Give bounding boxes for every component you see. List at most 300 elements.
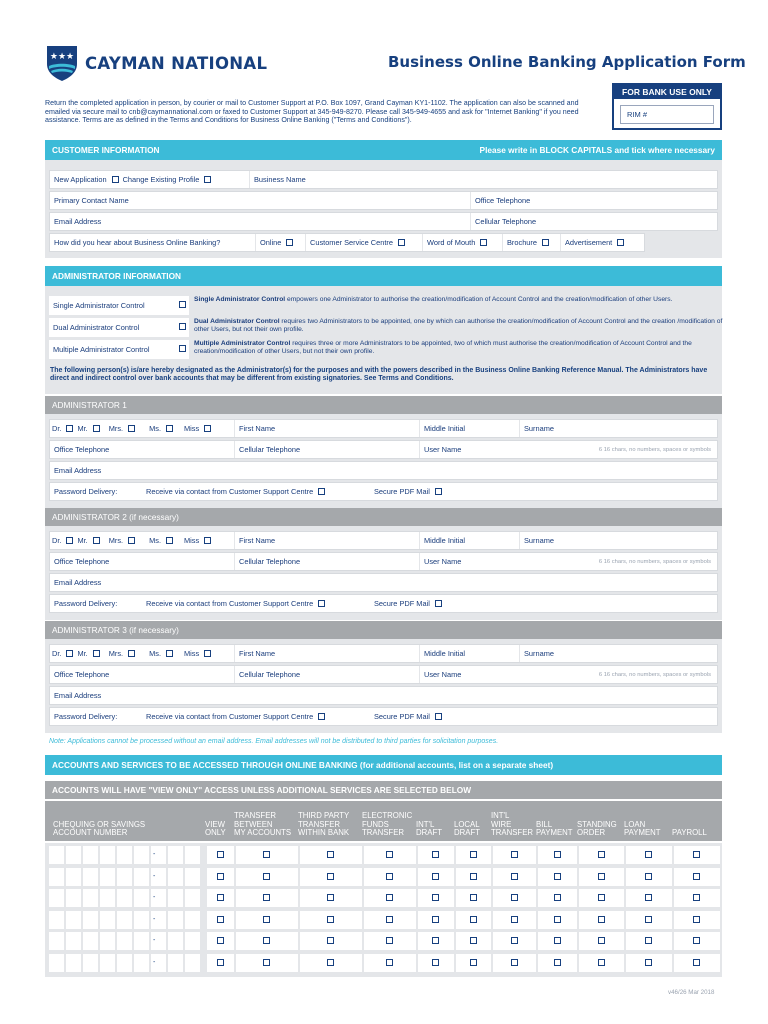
account-digit-box[interactable]: [83, 868, 99, 886]
account-digit-box[interactable]: [49, 954, 65, 972]
service-cell: [456, 889, 491, 907]
service-cell: [493, 889, 536, 907]
service-column: BILL PAYMENT: [536, 819, 573, 837]
title-checkbox[interactable]: [204, 537, 211, 544]
service-checkbox[interactable]: [470, 873, 477, 880]
title-checkbox[interactable]: [204, 425, 211, 432]
cellular-field[interactable]: [235, 553, 420, 570]
accounts-table-header: [45, 801, 722, 841]
receive-contact-checkbox[interactable]: [318, 488, 325, 495]
office-telephone-label: Office Telephone: [54, 557, 110, 566]
service-checkbox[interactable]: [327, 937, 334, 944]
account-digit-box[interactable]: [185, 889, 201, 907]
service-checkbox[interactable]: [554, 916, 561, 923]
surname-label: Surname: [524, 536, 554, 545]
title-4: Miss: [184, 536, 200, 545]
service-checkbox[interactable]: [598, 851, 605, 858]
title-3: Ms.: [149, 536, 161, 545]
surname-field[interactable]: [520, 645, 717, 662]
first-name-label: First Name: [239, 649, 276, 658]
account-dash: -: [153, 894, 156, 901]
service-checkbox[interactable]: [386, 916, 393, 923]
office-telephone-label: Office Telephone: [54, 670, 110, 679]
service-cell: [626, 932, 672, 950]
service-checkbox[interactable]: [386, 851, 393, 858]
service-checkbox[interactable]: [693, 894, 700, 901]
service-checkbox[interactable]: [693, 959, 700, 966]
account-digit-box[interactable]: [49, 889, 65, 907]
user-name-label: User Name: [424, 670, 462, 679]
email-field[interactable]: [50, 574, 717, 591]
account-digit-box[interactable]: [66, 889, 82, 907]
title-checkbox[interactable]: [128, 650, 135, 657]
account-digit-box[interactable]: [66, 932, 82, 950]
account-digit-box[interactable]: [100, 889, 116, 907]
secure-pdf-label: Secure PDF Mail: [374, 487, 430, 496]
service-checkbox[interactable]: [470, 894, 477, 901]
service-checkbox[interactable]: [554, 959, 561, 966]
service-checkbox[interactable]: [598, 894, 605, 901]
service-cell: [493, 846, 536, 864]
surname-field[interactable]: [520, 420, 717, 437]
office-telephone-field[interactable]: [50, 441, 235, 458]
service-cell: [418, 954, 454, 972]
service-cell: [236, 954, 298, 972]
admin-phone-row: [49, 552, 718, 571]
first-name-field[interactable]: [235, 645, 420, 662]
account-digit-box[interactable]: [134, 911, 150, 929]
source-label: Online: [260, 238, 282, 247]
office-telephone-field[interactable]: [50, 553, 235, 570]
account-digit-box[interactable]: [100, 846, 116, 864]
source-customer-service[interactable]: [306, 234, 423, 251]
service-checkbox[interactable]: [511, 959, 518, 966]
cayman-national-logo: [45, 44, 267, 82]
block-capitals-instruction: Please write in BLOCK CAPITALS and tick where necessary: [479, 145, 715, 155]
bank-use-only-box: [612, 83, 722, 130]
cellular-field[interactable]: [235, 666, 420, 683]
service-checkbox[interactable]: [263, 873, 270, 880]
title-0: Dr.: [52, 424, 62, 433]
service-checkbox[interactable]: [263, 916, 270, 923]
service-cell: [579, 846, 624, 864]
service-checkbox[interactable]: [432, 937, 439, 944]
email-label: Email Address: [54, 217, 102, 226]
service-checkbox[interactable]: [386, 937, 393, 944]
service-checkbox[interactable]: [327, 873, 334, 880]
business-name-label: Business Name: [254, 175, 306, 184]
service-column: LOAN PAYMENT: [624, 819, 661, 837]
source-checkbox[interactable]: [480, 239, 487, 246]
secure-pdf-label: Secure PDF Mail: [374, 712, 430, 721]
service-checkbox[interactable]: [511, 851, 518, 858]
service-checkbox[interactable]: [217, 916, 224, 923]
source-brochure[interactable]: [503, 234, 561, 251]
account-digit-box[interactable]: [185, 954, 201, 972]
service-column: THIRD PARTY TRANSFER WITHIN BANK: [298, 811, 350, 837]
brand-name: CAYMAN NATIONAL: [85, 53, 268, 73]
office-telephone-field[interactable]: [50, 666, 235, 683]
service-cell: [456, 932, 491, 950]
title-1: Mr.: [77, 536, 88, 545]
service-cell: [300, 868, 362, 886]
service-checkbox[interactable]: [470, 959, 477, 966]
service-checkbox[interactable]: [554, 873, 561, 880]
service-checkbox[interactable]: [645, 916, 652, 923]
admin-email-row: [49, 461, 718, 480]
account-digit-box[interactable]: [100, 911, 116, 929]
service-column: TRANSFER BETWEEN MY ACCOUNTS: [234, 811, 292, 837]
account-digit-box[interactable]: [185, 932, 201, 950]
account-digit-box[interactable]: [117, 868, 133, 886]
account-digit-box[interactable]: [134, 932, 150, 950]
admin-option-label: Multiple Administrator Control: [53, 345, 150, 354]
account-digit-box[interactable]: [134, 868, 150, 886]
service-checkbox[interactable]: [432, 959, 439, 966]
user-name-label: User Name: [424, 557, 462, 566]
service-checkbox[interactable]: [327, 916, 334, 923]
account-row: [49, 932, 719, 950]
service-cell: [626, 911, 672, 929]
service-checkbox[interactable]: [217, 959, 224, 966]
service-checkbox[interactable]: [470, 851, 477, 858]
admin-option-checkbox[interactable]: [179, 301, 186, 308]
account-digit-box[interactable]: [168, 846, 184, 864]
receive-contact-option[interactable]: [142, 595, 370, 612]
service-checkbox[interactable]: [645, 937, 652, 944]
secure-pdf-checkbox[interactable]: [435, 600, 442, 607]
user-name-field[interactable]: [420, 553, 717, 570]
account-digit-box[interactable]: [83, 954, 99, 972]
service-checkbox[interactable]: [598, 959, 605, 966]
title-checkbox[interactable]: [93, 650, 100, 657]
account-digit-box[interactable]: [83, 911, 99, 929]
title-2: Mrs.: [108, 536, 124, 545]
service-cell: [207, 911, 234, 929]
account-digit-box[interactable]: [185, 846, 201, 864]
hear-about-label: How did you hear about Business Online Banking?: [54, 238, 221, 247]
title-checkbox[interactable]: [66, 537, 73, 544]
middle-initial-label: Middle Initial: [424, 649, 466, 658]
admin-option-checkbox[interactable]: [179, 345, 186, 352]
title-checkbox[interactable]: [93, 425, 100, 432]
service-checkbox[interactable]: [645, 959, 652, 966]
account-dash: -: [153, 937, 156, 944]
title-checkbox[interactable]: [128, 537, 135, 544]
service-checkbox[interactable]: [470, 916, 477, 923]
title-checkbox[interactable]: [166, 650, 173, 657]
service-checkbox[interactable]: [432, 894, 439, 901]
service-checkbox[interactable]: [554, 937, 561, 944]
business-name-field[interactable]: [250, 171, 717, 188]
account-digit-box[interactable]: [49, 868, 65, 886]
service-cell: [674, 954, 720, 972]
service-checkbox[interactable]: [217, 894, 224, 901]
title-checkbox[interactable]: [66, 650, 73, 657]
primary-contact-field[interactable]: [50, 192, 471, 209]
admin-phone-row: [49, 665, 718, 684]
service-checkbox[interactable]: [511, 937, 518, 944]
surname-field[interactable]: [520, 532, 717, 549]
service-cell: [493, 868, 536, 886]
account-digit-box[interactable]: [49, 846, 65, 864]
title-checkbox[interactable]: [66, 425, 73, 432]
service-cell: [626, 846, 672, 864]
source-advertisement[interactable]: [561, 234, 644, 251]
service-checkbox[interactable]: [432, 873, 439, 880]
service-checkbox[interactable]: [554, 894, 561, 901]
source-checkbox[interactable]: [542, 239, 549, 246]
service-checkbox[interactable]: [217, 937, 224, 944]
source-checkbox[interactable]: [617, 239, 624, 246]
title-checkbox[interactable]: [204, 650, 211, 657]
service-checkbox[interactable]: [263, 937, 270, 944]
service-cell: [493, 954, 536, 972]
middle-initial-field[interactable]: [420, 532, 520, 549]
first-name-label: First Name: [239, 536, 276, 545]
dual-admin-option[interactable]: [49, 318, 189, 337]
service-cell: [418, 868, 454, 886]
first-name-field[interactable]: [235, 420, 420, 437]
cellular-field[interactable]: [471, 213, 717, 230]
title-checkbox[interactable]: [128, 425, 135, 432]
account-dash: -: [153, 915, 156, 923]
single-admin-option[interactable]: [49, 296, 189, 315]
title-4: Miss: [184, 649, 200, 658]
secure-pdf-option[interactable]: [370, 483, 717, 500]
title-0: Dr.: [52, 536, 62, 545]
cellular-label: Cellular Telephone: [239, 557, 301, 566]
receive-contact-label: Receive via contact from Customer Support Centre: [146, 599, 314, 608]
service-column: INT'L DRAFT: [416, 819, 442, 837]
title-checkbox[interactable]: [93, 537, 100, 544]
service-cell: [579, 932, 624, 950]
user-name-label: User Name: [424, 445, 462, 454]
title-1: Mr.: [77, 424, 88, 433]
service-cell: [236, 868, 298, 886]
admin-option-desc: requires three or more Administrators to be appointed, two of which must authorise the creation/modification of Account Control and the creation/modification of other Users, but not their own profile.: [194, 340, 692, 355]
user-name-field[interactable]: [420, 666, 717, 683]
service-checkbox[interactable]: [386, 873, 393, 880]
service-checkbox[interactable]: [327, 894, 334, 901]
form-version: v46/26 Mar 2018: [668, 989, 715, 996]
office-telephone-field[interactable]: [471, 192, 717, 209]
dual-admin-description: [194, 318, 724, 334]
service-checkbox[interactable]: [263, 894, 270, 901]
title-0: Dr.: [52, 649, 62, 658]
service-checkbox[interactable]: [554, 851, 561, 858]
admin-option-title: Dual Administrator Control: [194, 318, 280, 325]
source-checkbox[interactable]: [398, 239, 405, 246]
account-digit-box[interactable]: [83, 846, 99, 864]
email-field[interactable]: [50, 687, 717, 704]
title-checkbox[interactable]: [166, 425, 173, 432]
user-name-field[interactable]: [420, 441, 717, 458]
service-checkbox[interactable]: [598, 873, 605, 880]
form-title: Business Online Banking Application Form: [388, 53, 746, 71]
middle-initial-field[interactable]: [420, 645, 520, 662]
service-column: VIEW ONLY: [205, 819, 226, 837]
admin-option-desc: empowers one Administrator to authorise the creation/modification of Account Control and the creation/modification of other Users.: [285, 296, 673, 303]
account-digit-box[interactable]: [117, 911, 133, 929]
secure-pdf-checkbox[interactable]: [435, 713, 442, 720]
customer-row-4: [49, 233, 645, 252]
source-label: Word of Mouth: [427, 238, 476, 247]
service-checkbox[interactable]: [511, 894, 518, 901]
account-digit-box[interactable]: [134, 889, 150, 907]
user-name-hint: 6 16 chars, no numbers, spaces or symbols: [598, 671, 711, 678]
secure-pdf-checkbox[interactable]: [435, 488, 442, 495]
account-digit-box[interactable]: [49, 932, 65, 950]
admin-option-label: Single Administrator Control: [53, 301, 145, 310]
account-digit-box[interactable]: [168, 932, 184, 950]
middle-initial-field[interactable]: [420, 420, 520, 437]
service-checkbox[interactable]: [645, 894, 652, 901]
service-cell: [236, 846, 298, 864]
service-checkbox[interactable]: [511, 916, 518, 923]
service-cell: [418, 911, 454, 929]
password-delivery-label: Password Delivery:: [54, 599, 118, 608]
service-checkbox[interactable]: [598, 937, 605, 944]
accounts-subheading: ACCOUNTS WILL HAVE "VIEW ONLY" ACCESS UNLESS ADDITIONAL SERVICES ARE SELECTED BELOW: [52, 785, 472, 795]
account-digit-box[interactable]: [185, 868, 201, 886]
title-checkbox[interactable]: [166, 537, 173, 544]
admin-option-label: Dual Administrator Control: [53, 323, 140, 332]
service-checkbox[interactable]: [432, 916, 439, 923]
account-digit-box[interactable]: [168, 911, 184, 929]
service-checkbox[interactable]: [217, 873, 224, 880]
account-digit-box[interactable]: [66, 868, 82, 886]
account-digit-box[interactable]: [134, 954, 150, 972]
service-cell: [364, 911, 416, 929]
account-digit-box[interactable]: [134, 846, 150, 864]
receive-contact-checkbox[interactable]: [318, 600, 325, 607]
account-dash: -: [153, 872, 156, 880]
account-digit-box[interactable]: [66, 846, 82, 864]
secure-pdf-option[interactable]: [370, 708, 717, 725]
email-field[interactable]: [50, 213, 471, 230]
receive-contact-checkbox[interactable]: [318, 713, 325, 720]
surname-label: Surname: [524, 424, 554, 433]
account-digit-box[interactable]: [168, 889, 184, 907]
receive-contact-option[interactable]: [142, 483, 370, 500]
new-application-checkbox[interactable]: [112, 176, 119, 183]
account-digit-box[interactable]: [168, 868, 184, 886]
account-digit-box[interactable]: [117, 932, 133, 950]
service-cell: [538, 846, 577, 864]
multiple-admin-option[interactable]: [49, 340, 189, 359]
account-digit-box[interactable]: [117, 846, 133, 864]
account-row: [49, 846, 719, 864]
title-2: Mrs.: [108, 649, 124, 658]
service-checkbox[interactable]: [263, 851, 270, 858]
shield-stars-icon: [45, 44, 79, 82]
surname-label: Surname: [524, 649, 554, 658]
hear-about-question: [50, 234, 256, 251]
service-cell: [207, 868, 234, 886]
password-delivery-label: Password Delivery:: [54, 712, 118, 721]
service-cell: [579, 954, 624, 972]
service-cell: [207, 846, 234, 864]
service-cell: [364, 846, 416, 864]
first-name-field[interactable]: [235, 532, 420, 549]
source-checkbox[interactable]: [286, 239, 293, 246]
service-checkbox[interactable]: [598, 916, 605, 923]
service-column: LOCAL DRAFT: [454, 819, 480, 837]
receive-contact-label: Receive via contact from Customer Support Centre: [146, 712, 314, 721]
account-digit-box[interactable]: [83, 932, 99, 950]
service-cell: [674, 911, 720, 929]
account-digit-box[interactable]: [117, 954, 133, 972]
account-digit-box[interactable]: [185, 911, 201, 929]
accounts-table-body: [45, 843, 722, 977]
service-checkbox[interactable]: [327, 959, 334, 966]
middle-initial-label: Middle Initial: [424, 536, 466, 545]
svg-text:★★★: ★★★: [49, 52, 75, 62]
accounts-heading: ACCOUNTS AND SERVICES TO BE ACCESSED THROUGH ONLINE BANKING (for additional accounts, list on a separate sheet): [52, 760, 554, 770]
service-checkbox[interactable]: [693, 937, 700, 944]
service-checkbox[interactable]: [645, 851, 652, 858]
administrator-heading: ADMINISTRATOR 1: [52, 400, 127, 410]
account-digit-box[interactable]: [66, 954, 82, 972]
service-checkbox[interactable]: [327, 851, 334, 858]
service-checkbox[interactable]: [386, 894, 393, 901]
service-cell: [300, 889, 362, 907]
service-checkbox[interactable]: [263, 959, 270, 966]
account-digit-box[interactable]: [168, 954, 184, 972]
service-column: STANDING ORDER: [577, 819, 617, 837]
service-checkbox[interactable]: [693, 851, 700, 858]
service-checkbox[interactable]: [217, 851, 224, 858]
source-label: Brochure: [507, 238, 537, 247]
account-digit-box[interactable]: [117, 889, 133, 907]
source-online[interactable]: [256, 234, 306, 251]
service-cell: [579, 889, 624, 907]
cellular-field[interactable]: [235, 441, 420, 458]
service-checkbox[interactable]: [645, 873, 652, 880]
admin-name-row: [49, 531, 718, 550]
rim-field[interactable]: RIM #: [620, 105, 714, 124]
customer-row-2: [49, 191, 718, 210]
receive-contact-option[interactable]: [142, 708, 370, 725]
secure-pdf-option[interactable]: [370, 595, 717, 612]
account-digit-box[interactable]: [66, 911, 82, 929]
application-type: [50, 171, 250, 188]
account-digit-box[interactable]: [49, 911, 65, 929]
admin-password-row: [49, 482, 718, 501]
service-checkbox[interactable]: [386, 959, 393, 966]
service-checkbox[interactable]: [693, 916, 700, 923]
service-column: INT'L WIRE TRANSFER: [491, 811, 534, 837]
email-field[interactable]: [50, 462, 717, 479]
service-checkbox[interactable]: [470, 937, 477, 944]
service-checkbox[interactable]: [432, 851, 439, 858]
service-cell: [579, 911, 624, 929]
admin-option-checkbox[interactable]: [179, 323, 186, 330]
administrator-heading: ADMINISTRATOR 3 (if necessary): [52, 625, 179, 635]
account-digit-box[interactable]: [100, 954, 116, 972]
account-digit-box[interactable]: [100, 868, 116, 886]
account-digit-box[interactable]: [100, 932, 116, 950]
change-profile-checkbox[interactable]: [204, 176, 211, 183]
account-dash: -: [153, 958, 156, 966]
service-checkbox[interactable]: [693, 873, 700, 880]
service-checkbox[interactable]: [511, 873, 518, 880]
source-word-of-mouth[interactable]: [423, 234, 503, 251]
account-digit-box[interactable]: [83, 889, 99, 907]
service-cell: [626, 868, 672, 886]
administrator-2-header: [45, 508, 722, 526]
